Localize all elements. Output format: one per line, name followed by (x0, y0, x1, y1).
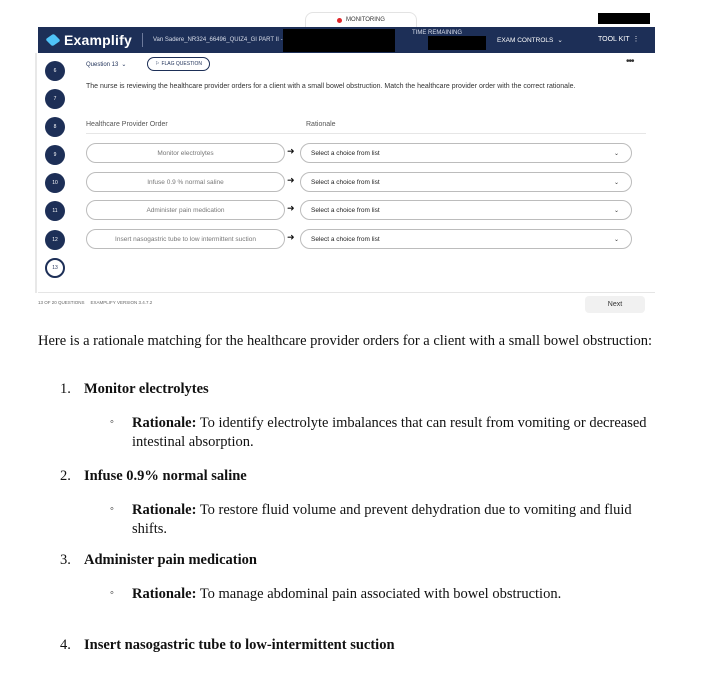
redaction-box (598, 13, 650, 24)
question-progress: 13 OF 20 QUESTIONS (38, 300, 85, 305)
question-nav-6[interactable]: 6 (45, 61, 65, 81)
rationale-label: Rationale: (132, 415, 197, 431)
list-number: 4. (60, 637, 71, 653)
monitoring-indicator (305, 12, 417, 28)
tool-kit-button[interactable] (598, 35, 640, 43)
answer-list (60, 381, 680, 681)
arrow-right-icon: ➜ (287, 146, 295, 156)
arrow-right-icon: ➜ (287, 232, 295, 242)
question-nav-13[interactable]: 13 (45, 258, 65, 278)
list-item-title: Insert nasogastric tube to low-intermittent suction (84, 637, 395, 653)
bullet-icon: ◦ (110, 416, 114, 428)
chevron-down-icon: ⌄ (613, 207, 619, 214)
question-label: Question 13 (86, 61, 119, 68)
examplify-logo-icon (45, 34, 60, 47)
header-divider (142, 33, 143, 47)
order-item[interactable]: Monitor electrolytes (86, 143, 285, 163)
order-item[interactable]: Administer pain medication (86, 200, 285, 220)
bullet-icon: ◦ (110, 587, 114, 599)
flag-question-label: FLAG QUESTION (161, 61, 203, 67)
chevron-down-icon: ⌄ (613, 179, 619, 186)
question-nav-12[interactable]: 12 (45, 230, 65, 250)
next-button[interactable]: Next (585, 296, 645, 313)
rationale-text (132, 585, 592, 604)
select-placeholder: Select a choice from list (311, 235, 380, 243)
chevron-down-icon: ⌄ (613, 236, 619, 243)
question-nav-8[interactable]: 8 (45, 117, 65, 137)
rationale-label: Rationale: (132, 502, 197, 518)
question-selector[interactable] (86, 61, 126, 68)
chevron-down-icon: ⌄ (121, 62, 127, 68)
exam-controls-label: EXAM CONTROLS (497, 36, 554, 44)
recording-dot-icon (337, 18, 342, 23)
select-placeholder: Select a choice from list (311, 206, 380, 214)
rationale-text (132, 501, 652, 539)
footer-info (38, 300, 152, 305)
exam-name: Van Sadere_NR324_66496_QUIZ4_GI PART II - (152, 37, 283, 43)
order-item[interactable]: Insert nasogastric tube to low intermittent suction (86, 229, 285, 249)
rationale-label: Rationale: (132, 586, 197, 602)
rationale-select[interactable] (300, 229, 632, 249)
brand-name: Examplify (64, 32, 132, 48)
question-nav-11[interactable]: 11 (45, 201, 65, 221)
bullet-icon: ◦ (110, 503, 114, 515)
flag-icon: ⚐ (154, 61, 160, 67)
list-item-title: Administer pain medication (84, 552, 257, 568)
brand-logo (38, 32, 132, 48)
exam-controls-menu[interactable] (497, 36, 563, 44)
rationale-select[interactable] (300, 143, 632, 163)
rationale-select[interactable] (300, 172, 632, 192)
list-item-title: Infuse 0.9% normal saline (84, 468, 247, 484)
list-number: 1. (60, 381, 71, 397)
list-number: 3. (60, 552, 71, 568)
rationale-value: To manage abdominal pain associated with bowel obstruction. (199, 586, 562, 602)
rationale-select[interactable] (300, 200, 632, 220)
monitoring-label: MONITORING (346, 17, 385, 23)
header-divider (86, 133, 646, 134)
column-header-rationale: Rationale (306, 121, 336, 128)
app-version: EXAMPLIFY VERSION 3.4.7.2 (90, 300, 153, 305)
tool-kit-label: TOOL KIT (598, 35, 630, 43)
answer-intro: Here is a rationale matching for the healthcare provider orders for a client with a small bowel obstruction: (38, 333, 653, 349)
vertical-dots-icon: ⋮ (632, 36, 640, 43)
rationale-value: To identify electrolyte imbalances that can result from vomiting or decreased intestinal absorption. (132, 415, 647, 450)
list-number: 2. (60, 468, 71, 484)
rationale-value: To restore fluid volume and prevent dehydration due to vomiting and fluid shifts. (132, 502, 632, 537)
arrow-right-icon: ➜ (287, 203, 295, 213)
order-item[interactable]: Infuse 0.9 % normal saline (86, 172, 285, 192)
question-nav-9[interactable]: 9 (45, 145, 65, 165)
time-remaining-label: TIME REMAINING (412, 30, 463, 36)
sidebar-divider (35, 53, 37, 293)
arrow-right-icon: ➜ (287, 175, 295, 185)
more-options-icon[interactable]: ••• (626, 56, 634, 67)
column-header-order: Healthcare Provider Order (86, 121, 168, 128)
question-stem: The nurse is reviewing the healthcare provider orders for a client with a small bowel obstruction. Match the healthcare provider order with the correct rationale. (86, 83, 576, 90)
select-placeholder: Select a choice from list (311, 149, 380, 157)
redaction-box (428, 36, 486, 50)
rationale-text (132, 414, 652, 452)
flag-question-button[interactable] (147, 57, 210, 71)
chevron-down-icon: ⌄ (613, 150, 619, 157)
question-nav-7[interactable]: 7 (45, 89, 65, 109)
chevron-down-icon: ⌄ (557, 37, 563, 44)
question-nav-10[interactable]: 10 (45, 173, 65, 193)
list-item-title: Monitor electrolytes (84, 381, 209, 397)
select-placeholder: Select a choice from list (311, 178, 380, 186)
redaction-box (283, 29, 395, 52)
footer-divider (38, 292, 655, 293)
